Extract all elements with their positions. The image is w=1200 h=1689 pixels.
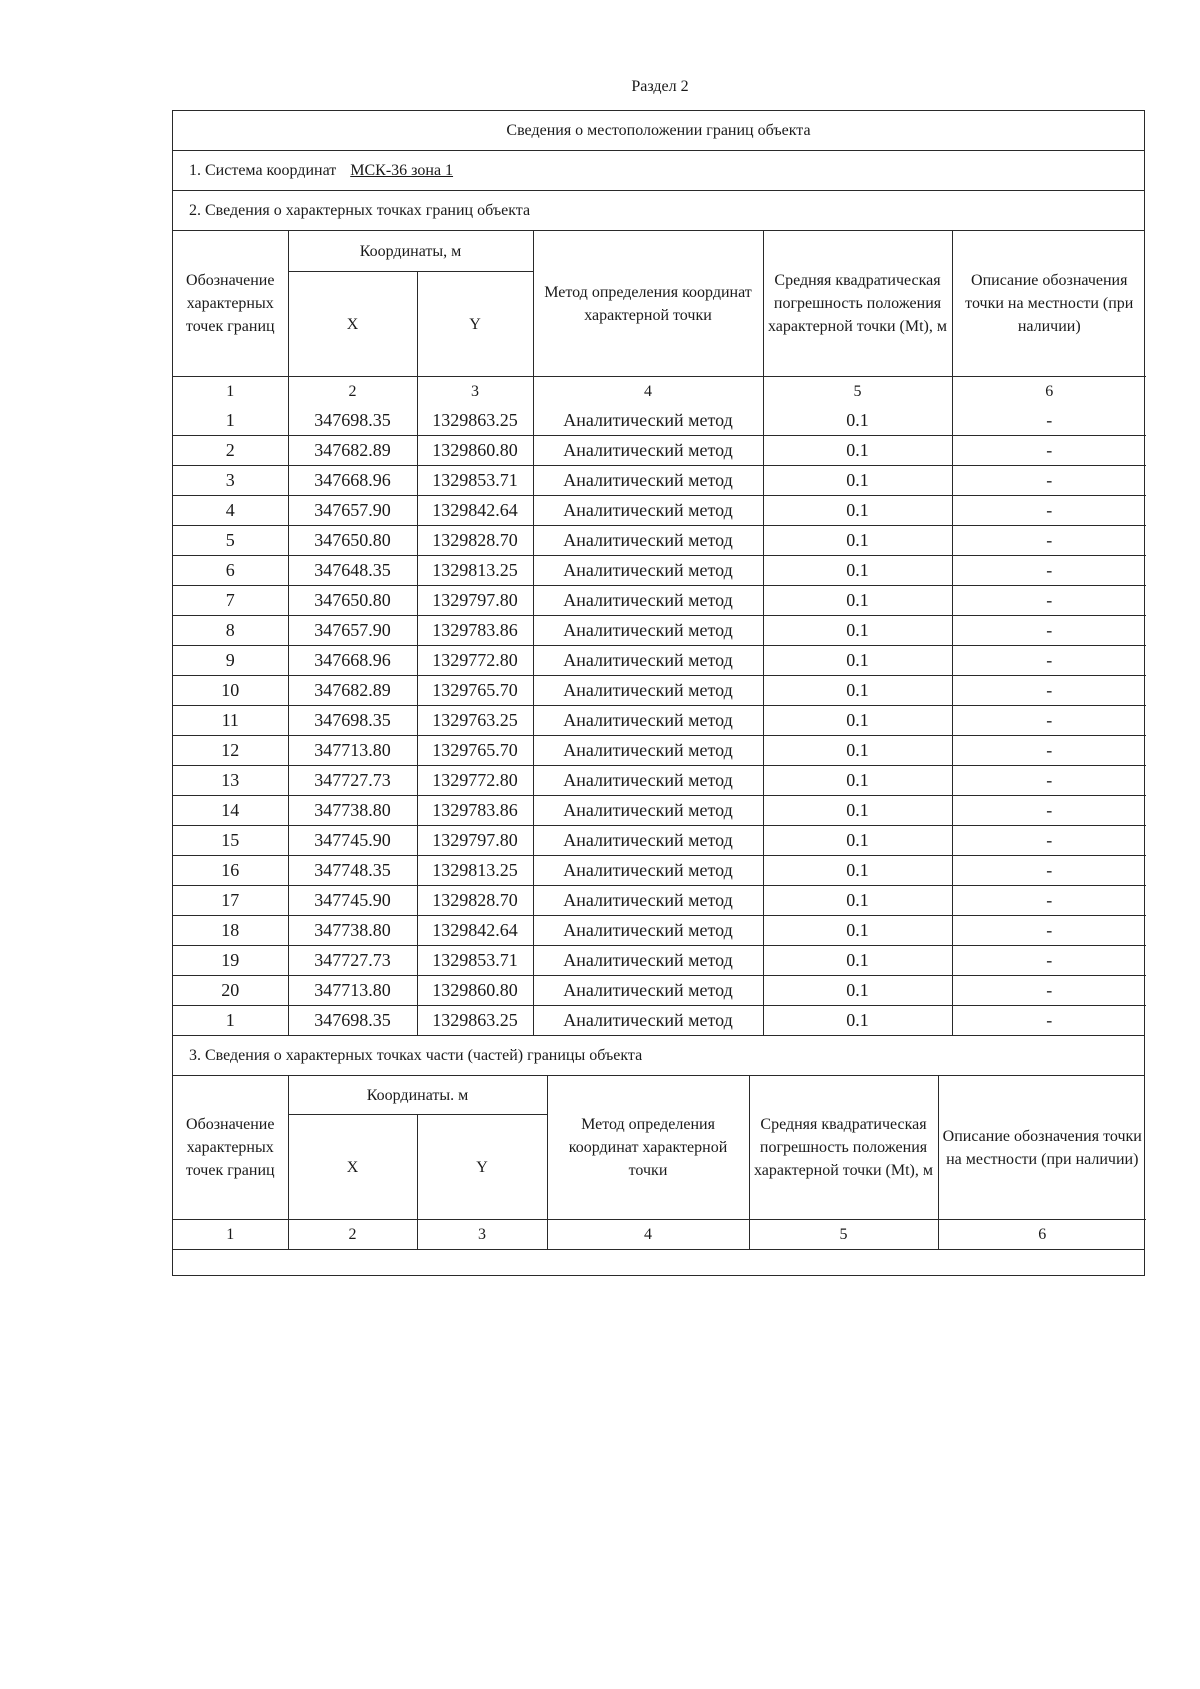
error-cell: 0.1: [763, 976, 952, 1006]
method-cell: Аналитический метод: [533, 436, 763, 466]
header-point: Обозначение характерных точек границ: [173, 1076, 288, 1220]
points-body: [173, 406, 1146, 1035]
table-row: [173, 526, 1146, 556]
y-coordinate-cell: 1329853.71: [417, 466, 533, 496]
header-method: Метод определения координат характерной точки: [547, 1076, 749, 1220]
point-number-cell: 10: [173, 676, 288, 706]
table-row: [173, 466, 1146, 496]
column-number: 3: [417, 1220, 547, 1250]
table-row: [173, 946, 1146, 976]
header-error: Средняя квадратическая погрешность положения характерной точки (Mt), м: [749, 1076, 938, 1220]
method-cell: Аналитический метод: [533, 706, 763, 736]
header-y: Y: [417, 272, 533, 377]
column-number: 6: [952, 377, 1146, 407]
error-cell: 0.1: [763, 886, 952, 916]
description-cell: -: [952, 466, 1146, 496]
x-coordinate-cell: 347698.35: [288, 706, 417, 736]
x-coordinate-cell: 347657.90: [288, 496, 417, 526]
method-cell: Аналитический метод: [533, 616, 763, 646]
description-cell: -: [952, 436, 1146, 466]
column-number: 2: [288, 1220, 417, 1250]
description-cell: -: [952, 886, 1146, 916]
column-number: 4: [547, 1220, 749, 1250]
error-cell: 0.1: [763, 646, 952, 676]
coordinate-system-line: [173, 151, 1145, 191]
table-row: [173, 556, 1146, 586]
x-coordinate-cell: 347650.80: [288, 586, 417, 616]
table-row: [173, 826, 1146, 856]
point-number-cell: 15: [173, 826, 288, 856]
error-cell: 0.1: [763, 826, 952, 856]
column-number: 5: [763, 377, 952, 407]
method-cell: Аналитический метод: [533, 1006, 763, 1036]
section-label: Раздел 2: [631, 78, 689, 95]
description-cell: -: [952, 946, 1146, 976]
x-coordinate-cell: 347738.80: [288, 796, 417, 826]
section2-table-cell: [173, 231, 1145, 1036]
section3-title: 3. Сведения о характерных точках части (частей) границы объекта: [173, 1036, 1145, 1076]
point-number-cell: 6: [173, 556, 288, 586]
table-row: [173, 736, 1146, 766]
description-cell: -: [952, 856, 1146, 886]
description-cell: -: [952, 676, 1146, 706]
point-number-cell: 17: [173, 886, 288, 916]
column-number: 1: [173, 377, 288, 407]
error-cell: 0.1: [763, 556, 952, 586]
y-coordinate-cell: 1329813.25: [417, 856, 533, 886]
document-title: Сведения о местоположении границ объекта: [173, 111, 1145, 151]
y-coordinate-cell: 1329863.25: [417, 406, 533, 436]
description-cell: -: [952, 406, 1146, 436]
method-cell: Аналитический метод: [533, 646, 763, 676]
description-cell: -: [952, 646, 1146, 676]
header-desc: Описание обозначения точки на местности (при наличии): [952, 231, 1146, 377]
error-cell: 0.1: [763, 526, 952, 556]
method-cell: Аналитический метод: [533, 796, 763, 826]
point-number-cell: 1: [173, 406, 288, 436]
x-coordinate-cell: 347713.80: [288, 976, 417, 1006]
error-cell: 0.1: [763, 916, 952, 946]
section2-title: 2. Сведения о характерных точках границ объекта: [173, 191, 1145, 231]
header-error: Средняя квадратическая погрешность положения характерной точки (Mt), м: [763, 231, 952, 377]
method-cell: Аналитический метод: [533, 526, 763, 556]
boundary-points-table: [173, 231, 1146, 1035]
table-row: [173, 406, 1146, 436]
column-number: 6: [938, 1220, 1146, 1250]
x-coordinate-cell: 347727.73: [288, 766, 417, 796]
method-cell: Аналитический метод: [533, 406, 763, 436]
y-coordinate-cell: 1329797.80: [417, 826, 533, 856]
point-number-cell: 1: [173, 1006, 288, 1036]
description-cell: -: [952, 586, 1146, 616]
error-cell: 0.1: [763, 586, 952, 616]
y-coordinate-cell: 1329828.70: [417, 886, 533, 916]
x-coordinate-cell: 347727.73: [288, 946, 417, 976]
x-coordinate-cell: 347698.35: [288, 406, 417, 436]
y-coordinate-cell: 1329860.80: [417, 976, 533, 1006]
header-coords: Координаты. м: [288, 1076, 547, 1115]
y-coordinate-cell: 1329783.86: [417, 796, 533, 826]
error-cell: 0.1: [763, 946, 952, 976]
point-number-cell: 20: [173, 976, 288, 1006]
description-cell: -: [952, 556, 1146, 586]
x-coordinate-cell: 347682.89: [288, 436, 417, 466]
description-cell: -: [952, 706, 1146, 736]
point-number-cell: 18: [173, 916, 288, 946]
method-cell: Аналитический метод: [533, 946, 763, 976]
method-cell: Аналитический метод: [533, 496, 763, 526]
table-row: [173, 1006, 1146, 1036]
column-number: 1: [173, 1220, 288, 1250]
method-cell: Аналитический метод: [533, 856, 763, 886]
table-row: [173, 706, 1146, 736]
method-cell: Аналитический метод: [533, 826, 763, 856]
error-cell: 0.1: [763, 856, 952, 886]
point-number-cell: 13: [173, 766, 288, 796]
point-number-cell: 5: [173, 526, 288, 556]
method-cell: Аналитический метод: [533, 736, 763, 766]
y-coordinate-cell: 1329853.71: [417, 946, 533, 976]
table-row: [173, 676, 1146, 706]
y-coordinate-cell: 1329842.64: [417, 496, 533, 526]
x-coordinate-cell: 347650.80: [288, 526, 417, 556]
y-coordinate-cell: 1329860.80: [417, 436, 533, 466]
part-boundary-points-table: [173, 1076, 1146, 1249]
method-cell: Аналитический метод: [533, 916, 763, 946]
point-number-cell: 7: [173, 586, 288, 616]
description-cell: -: [952, 1006, 1146, 1036]
point-number-cell: 3: [173, 466, 288, 496]
boundary-document-frame: [172, 110, 1145, 1276]
description-cell: -: [952, 916, 1146, 946]
column-numbers-row: [173, 1220, 1146, 1250]
table-row: [173, 796, 1146, 826]
coordinate-system-value: МСК-36 зона 1: [350, 161, 454, 179]
table-row: [173, 766, 1146, 796]
table-row: [173, 616, 1146, 646]
x-coordinate-cell: 347657.90: [288, 616, 417, 646]
method-cell: Аналитический метод: [533, 586, 763, 616]
column-number: 3: [417, 377, 533, 407]
point-number-cell: 2: [173, 436, 288, 466]
x-coordinate-cell: 347748.35: [288, 856, 417, 886]
column-numbers-row: [173, 377, 1146, 407]
error-cell: 0.1: [763, 436, 952, 466]
error-cell: 0.1: [763, 736, 952, 766]
header-desc: Описание обозначения точки на местности (при наличии): [938, 1076, 1146, 1220]
header-y: Y: [417, 1115, 547, 1220]
description-cell: -: [952, 766, 1146, 796]
table-row: [173, 856, 1146, 886]
y-coordinate-cell: 1329842.64: [417, 916, 533, 946]
header-coords: Координаты, м: [288, 231, 533, 272]
column-number: 2: [288, 377, 417, 407]
point-number-cell: 8: [173, 616, 288, 646]
point-number-cell: 4: [173, 496, 288, 526]
error-cell: 0.1: [763, 466, 952, 496]
method-cell: Аналитический метод: [533, 556, 763, 586]
x-coordinate-cell: 347648.35: [288, 556, 417, 586]
y-coordinate-cell: 1329828.70: [417, 526, 533, 556]
x-coordinate-cell: 347682.89: [288, 676, 417, 706]
y-coordinate-cell: 1329863.25: [417, 1006, 533, 1036]
column-number: 4: [533, 377, 763, 407]
y-coordinate-cell: 1329783.86: [417, 616, 533, 646]
y-coordinate-cell: 1329813.25: [417, 556, 533, 586]
description-cell: -: [952, 826, 1146, 856]
y-coordinate-cell: 1329765.70: [417, 736, 533, 766]
y-coordinate-cell: 1329763.25: [417, 706, 533, 736]
method-cell: Аналитический метод: [533, 976, 763, 1006]
table-row: [173, 646, 1146, 676]
header-point: Обозначение характерных точек границ: [173, 231, 288, 377]
method-cell: Аналитический метод: [533, 766, 763, 796]
point-number-cell: 11: [173, 706, 288, 736]
error-cell: 0.1: [763, 406, 952, 436]
table-row: [173, 886, 1146, 916]
x-coordinate-cell: 347745.90: [288, 886, 417, 916]
table-row: [173, 916, 1146, 946]
coordinate-system-label: 1. Система координат: [189, 161, 337, 179]
description-cell: -: [952, 976, 1146, 1006]
x-coordinate-cell: 347745.90: [288, 826, 417, 856]
table-row: [173, 436, 1146, 466]
y-coordinate-cell: 1329765.70: [417, 676, 533, 706]
error-cell: 0.1: [763, 766, 952, 796]
description-cell: -: [952, 736, 1146, 766]
column-number: 5: [749, 1220, 938, 1250]
y-coordinate-cell: 1329772.80: [417, 646, 533, 676]
point-number-cell: 19: [173, 946, 288, 976]
x-coordinate-cell: 347738.80: [288, 916, 417, 946]
empty-row: [173, 1250, 1145, 1276]
x-coordinate-cell: 347713.80: [288, 736, 417, 766]
x-coordinate-cell: 347668.96: [288, 466, 417, 496]
error-cell: 0.1: [763, 706, 952, 736]
method-cell: Аналитический метод: [533, 676, 763, 706]
method-cell: Аналитический метод: [533, 466, 763, 496]
method-cell: Аналитический метод: [533, 886, 763, 916]
table-row: [173, 496, 1146, 526]
error-cell: 0.1: [763, 796, 952, 826]
description-cell: -: [952, 526, 1146, 556]
section3-table-cell: [173, 1076, 1145, 1250]
table-row: [173, 976, 1146, 1006]
description-cell: -: [952, 496, 1146, 526]
description-cell: -: [952, 616, 1146, 646]
header-x: X: [288, 1115, 417, 1220]
header-x: X: [288, 272, 417, 377]
point-number-cell: 14: [173, 796, 288, 826]
header-method: Метод определения координат характерной точки: [533, 231, 763, 377]
x-coordinate-cell: 347668.96: [288, 646, 417, 676]
error-cell: 0.1: [763, 1006, 952, 1036]
point-number-cell: 9: [173, 646, 288, 676]
y-coordinate-cell: 1329797.80: [417, 586, 533, 616]
description-cell: -: [952, 796, 1146, 826]
error-cell: 0.1: [763, 676, 952, 706]
point-number-cell: 16: [173, 856, 288, 886]
error-cell: 0.1: [763, 616, 952, 646]
y-coordinate-cell: 1329772.80: [417, 766, 533, 796]
point-number-cell: 12: [173, 736, 288, 766]
x-coordinate-cell: 347698.35: [288, 1006, 417, 1036]
error-cell: 0.1: [763, 496, 952, 526]
table-row: [173, 586, 1146, 616]
